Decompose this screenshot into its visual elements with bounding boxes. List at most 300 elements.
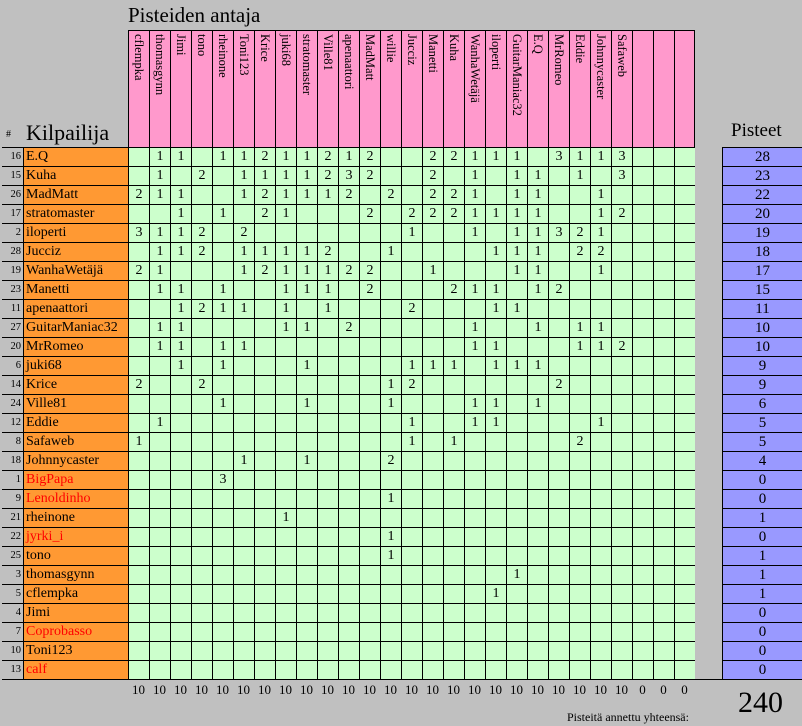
score-cell bbox=[275, 565, 296, 584]
score-cell: 1 bbox=[212, 337, 233, 356]
giver-header bbox=[275, 30, 296, 147]
score-cell bbox=[443, 508, 464, 527]
score-cell: 1 bbox=[590, 204, 611, 223]
giver-header-label: MadMatt bbox=[363, 34, 377, 81]
score-cell bbox=[611, 242, 632, 261]
table-row bbox=[2, 660, 802, 679]
giver-header-label: Kuha bbox=[447, 34, 461, 62]
score-cell bbox=[359, 622, 380, 641]
score-cell: 1 bbox=[149, 147, 170, 166]
score-cell bbox=[338, 470, 359, 489]
score-cell bbox=[401, 641, 422, 660]
score-cell: 1 bbox=[233, 242, 254, 261]
score-cell bbox=[569, 185, 590, 204]
score-cell bbox=[191, 470, 212, 489]
score-cell bbox=[422, 470, 443, 489]
score-cell bbox=[338, 660, 359, 679]
giver-header bbox=[569, 30, 590, 147]
score-cell bbox=[506, 318, 527, 337]
score-cell bbox=[443, 584, 464, 603]
score-cell bbox=[632, 261, 653, 280]
column-total: 10 bbox=[174, 682, 187, 697]
score-cell: 1 bbox=[401, 356, 422, 375]
points-total: 0 bbox=[722, 527, 802, 546]
score-cell bbox=[632, 432, 653, 451]
score-cell bbox=[653, 166, 674, 185]
score-cell: 1 bbox=[233, 185, 254, 204]
score-cell bbox=[401, 242, 422, 261]
score-cell: 3 bbox=[338, 166, 359, 185]
score-cell bbox=[128, 394, 149, 413]
score-cell bbox=[317, 508, 338, 527]
score-cell: 2 bbox=[611, 337, 632, 356]
score-cell: 2 bbox=[569, 432, 590, 451]
score-cell bbox=[254, 318, 275, 337]
score-cell bbox=[422, 375, 443, 394]
score-cell bbox=[317, 546, 338, 565]
score-cell bbox=[254, 470, 275, 489]
score-cell bbox=[527, 660, 548, 679]
score-cell bbox=[149, 394, 170, 413]
column-total: 10 bbox=[573, 682, 586, 697]
score-cell: 1 bbox=[569, 166, 590, 185]
score-cell bbox=[548, 185, 569, 204]
score-cell bbox=[506, 508, 527, 527]
score-cell bbox=[359, 356, 380, 375]
score-cell bbox=[233, 489, 254, 508]
score-cell bbox=[548, 318, 569, 337]
score-cell bbox=[527, 299, 548, 318]
score-cell bbox=[149, 204, 170, 223]
points-total: 10 bbox=[722, 318, 802, 337]
contestant-name: Jucciz bbox=[23, 242, 128, 261]
score-cell: 1 bbox=[590, 185, 611, 204]
contestant-name: iloperti bbox=[23, 223, 128, 242]
score-cell bbox=[254, 660, 275, 679]
row-number: 19 bbox=[2, 261, 23, 280]
grand-total: 240 bbox=[738, 686, 783, 719]
giver-header-label: Ville81 bbox=[321, 34, 335, 71]
score-cell: 1 bbox=[464, 413, 485, 432]
score-cell bbox=[275, 489, 296, 508]
score-cell bbox=[359, 432, 380, 451]
giver-header-label: WanhaWetäjä bbox=[468, 34, 482, 103]
giver-header bbox=[233, 30, 254, 147]
score-cell bbox=[254, 337, 275, 356]
score-cell bbox=[338, 451, 359, 470]
score-cell bbox=[548, 546, 569, 565]
score-cell: 1 bbox=[149, 318, 170, 337]
score-cell bbox=[485, 527, 506, 546]
score-cell bbox=[296, 546, 317, 565]
score-cell: 2 bbox=[422, 166, 443, 185]
table-bottom-border bbox=[2, 679, 802, 680]
giver-header-label: Jimi bbox=[174, 34, 188, 56]
score-cell bbox=[233, 546, 254, 565]
score-cell bbox=[422, 603, 443, 622]
giver-header-label: Krice bbox=[258, 34, 272, 62]
score-cell bbox=[254, 451, 275, 470]
score-cell bbox=[611, 280, 632, 299]
score-cell bbox=[149, 356, 170, 375]
table-row bbox=[2, 546, 802, 565]
giver-header bbox=[338, 30, 359, 147]
score-cell: 2 bbox=[443, 185, 464, 204]
score-cell bbox=[359, 318, 380, 337]
score-cell: 2 bbox=[317, 242, 338, 261]
score-cell bbox=[443, 166, 464, 185]
score-cell bbox=[296, 603, 317, 622]
score-cell: 1 bbox=[275, 280, 296, 299]
score-cell: 1 bbox=[485, 299, 506, 318]
score-cell bbox=[380, 584, 401, 603]
score-cell bbox=[380, 166, 401, 185]
score-cell bbox=[317, 660, 338, 679]
score-cell bbox=[653, 603, 674, 622]
contestant-name: stratomaster bbox=[23, 204, 128, 223]
score-cell bbox=[191, 147, 212, 166]
score-cell: 1 bbox=[317, 185, 338, 204]
score-cell bbox=[296, 413, 317, 432]
score-cell bbox=[443, 318, 464, 337]
score-cell bbox=[548, 508, 569, 527]
score-cell: 1 bbox=[296, 280, 317, 299]
score-cell bbox=[443, 546, 464, 565]
score-cell: 2 bbox=[548, 375, 569, 394]
score-cell bbox=[485, 261, 506, 280]
score-cell: 3 bbox=[611, 166, 632, 185]
score-cell bbox=[548, 603, 569, 622]
score-cell bbox=[401, 147, 422, 166]
score-cell bbox=[380, 299, 401, 318]
score-cell: 2 bbox=[569, 223, 590, 242]
score-cell bbox=[191, 394, 212, 413]
giver-header-label: Manetti bbox=[426, 34, 440, 73]
score-cell bbox=[674, 185, 695, 204]
giver-header-label: Jucciz bbox=[405, 34, 419, 66]
score-cell: 2 bbox=[548, 280, 569, 299]
contestant-header: Kilpailija bbox=[26, 120, 110, 145]
score-cell: 1 bbox=[590, 337, 611, 356]
score-cell bbox=[632, 660, 653, 679]
score-cell bbox=[317, 451, 338, 470]
score-cell: 2 bbox=[191, 299, 212, 318]
points-total: 0 bbox=[722, 660, 802, 679]
score-cell: 1 bbox=[380, 242, 401, 261]
score-cell bbox=[422, 242, 443, 261]
giver-header-label: iloperti bbox=[489, 34, 503, 71]
giver-header-label: juki68 bbox=[279, 34, 293, 66]
score-cell: 1 bbox=[422, 356, 443, 375]
score-cell bbox=[611, 603, 632, 622]
table-row bbox=[2, 432, 802, 451]
giver-header-label: Eddie bbox=[573, 34, 587, 64]
row-number: 2 bbox=[2, 223, 23, 242]
score-cell bbox=[674, 489, 695, 508]
score-cell bbox=[254, 527, 275, 546]
score-cell bbox=[548, 261, 569, 280]
score-cell bbox=[548, 337, 569, 356]
score-cell: 1 bbox=[149, 413, 170, 432]
score-cell bbox=[527, 432, 548, 451]
score-cell: 1 bbox=[128, 432, 149, 451]
score-cell bbox=[254, 584, 275, 603]
score-cell bbox=[464, 546, 485, 565]
score-cell bbox=[527, 375, 548, 394]
score-cell bbox=[275, 584, 296, 603]
score-cell bbox=[149, 622, 170, 641]
score-cell: 2 bbox=[254, 185, 275, 204]
score-cell bbox=[275, 546, 296, 565]
score-cell: 1 bbox=[212, 280, 233, 299]
table-row bbox=[2, 413, 802, 432]
score-cell bbox=[527, 527, 548, 546]
score-cell bbox=[254, 508, 275, 527]
score-cell bbox=[548, 242, 569, 261]
contestant-name: MrRomeo bbox=[23, 337, 128, 356]
score-cell bbox=[317, 470, 338, 489]
giver-header bbox=[548, 30, 569, 147]
score-cell bbox=[401, 508, 422, 527]
score-cell: 1 bbox=[296, 185, 317, 204]
score-cell bbox=[611, 660, 632, 679]
score-cell bbox=[359, 565, 380, 584]
score-cell bbox=[338, 603, 359, 622]
score-cell: 1 bbox=[590, 318, 611, 337]
contestant-name: MadMatt bbox=[23, 185, 128, 204]
column-total: 10 bbox=[153, 682, 166, 697]
score-cell bbox=[632, 527, 653, 546]
score-cell bbox=[653, 337, 674, 356]
score-cell: 1 bbox=[527, 394, 548, 413]
points-total: 11 bbox=[722, 299, 802, 318]
row-number: 1 bbox=[2, 470, 23, 489]
score-cell bbox=[464, 299, 485, 318]
score-cell: 1 bbox=[506, 185, 527, 204]
score-cell: 1 bbox=[464, 280, 485, 299]
score-cell bbox=[191, 546, 212, 565]
score-cell bbox=[674, 375, 695, 394]
column-total: 10 bbox=[258, 682, 271, 697]
score-cell bbox=[611, 565, 632, 584]
score-cell bbox=[443, 622, 464, 641]
contestant-name: WanhaWetäjä bbox=[23, 261, 128, 280]
score-cell bbox=[128, 204, 149, 223]
score-cell bbox=[401, 622, 422, 641]
score-cell bbox=[338, 242, 359, 261]
score-cell bbox=[464, 527, 485, 546]
score-cell bbox=[674, 147, 695, 166]
score-cell bbox=[443, 470, 464, 489]
score-cell bbox=[527, 584, 548, 603]
score-cell bbox=[611, 546, 632, 565]
score-cell bbox=[590, 527, 611, 546]
score-cell bbox=[191, 280, 212, 299]
score-cell bbox=[170, 394, 191, 413]
score-cell: 2 bbox=[359, 261, 380, 280]
row-number: 9 bbox=[2, 489, 23, 508]
column-total: 0 bbox=[639, 682, 646, 697]
score-cell bbox=[611, 622, 632, 641]
score-cell bbox=[128, 603, 149, 622]
score-cell bbox=[275, 223, 296, 242]
score-cell bbox=[527, 603, 548, 622]
score-cell: 2 bbox=[422, 204, 443, 223]
score-cell bbox=[380, 261, 401, 280]
column-total: 10 bbox=[447, 682, 460, 697]
score-cell bbox=[653, 356, 674, 375]
score-cell: 1 bbox=[527, 261, 548, 280]
score-cell bbox=[317, 413, 338, 432]
giver-header bbox=[527, 30, 548, 147]
score-cell bbox=[464, 660, 485, 679]
row-number: 5 bbox=[2, 584, 23, 603]
score-cell bbox=[401, 318, 422, 337]
score-cell bbox=[191, 413, 212, 432]
score-cell bbox=[422, 489, 443, 508]
score-cell bbox=[233, 527, 254, 546]
score-cell bbox=[338, 337, 359, 356]
score-cell: 1 bbox=[527, 280, 548, 299]
score-cell: 1 bbox=[296, 318, 317, 337]
score-cell bbox=[590, 508, 611, 527]
score-cell: 3 bbox=[548, 223, 569, 242]
score-cell: 1 bbox=[170, 147, 191, 166]
score-cell bbox=[590, 641, 611, 660]
score-cell bbox=[506, 584, 527, 603]
table-row bbox=[2, 337, 802, 356]
points-total: 5 bbox=[722, 432, 802, 451]
score-cell bbox=[527, 489, 548, 508]
score-cell: 1 bbox=[170, 280, 191, 299]
score-cell: 1 bbox=[317, 299, 338, 318]
score-cell bbox=[401, 394, 422, 413]
score-cell bbox=[233, 280, 254, 299]
score-cell bbox=[674, 546, 695, 565]
score-cell: 1 bbox=[527, 223, 548, 242]
score-cell bbox=[632, 185, 653, 204]
score-cell bbox=[506, 375, 527, 394]
score-cell bbox=[653, 261, 674, 280]
score-cell bbox=[317, 584, 338, 603]
score-cell bbox=[548, 204, 569, 223]
score-cell bbox=[317, 337, 338, 356]
score-cell: 1 bbox=[527, 318, 548, 337]
giver-header-label: rheinone bbox=[216, 34, 230, 78]
score-cell bbox=[212, 261, 233, 280]
score-cell bbox=[590, 584, 611, 603]
score-cell bbox=[401, 337, 422, 356]
score-cell bbox=[443, 489, 464, 508]
score-cell bbox=[128, 413, 149, 432]
score-cell: 1 bbox=[275, 508, 296, 527]
score-cell bbox=[191, 432, 212, 451]
score-cell: 1 bbox=[380, 489, 401, 508]
score-cell bbox=[191, 660, 212, 679]
score-cell: 2 bbox=[128, 185, 149, 204]
score-cell: 1 bbox=[380, 375, 401, 394]
score-cell bbox=[170, 565, 191, 584]
contestant-name: Toni123 bbox=[23, 641, 128, 660]
score-cell bbox=[653, 527, 674, 546]
score-cell bbox=[611, 375, 632, 394]
score-cell bbox=[149, 584, 170, 603]
score-cell bbox=[296, 337, 317, 356]
score-cell bbox=[632, 603, 653, 622]
column-total: 10 bbox=[132, 682, 145, 697]
score-cell bbox=[464, 622, 485, 641]
score-cell bbox=[191, 489, 212, 508]
contestant-name: Ville81 bbox=[23, 394, 128, 413]
score-cell bbox=[611, 451, 632, 470]
score-cell: 2 bbox=[380, 185, 401, 204]
score-cell bbox=[317, 318, 338, 337]
score-cell bbox=[275, 375, 296, 394]
score-cell: 1 bbox=[149, 242, 170, 261]
score-cell bbox=[590, 432, 611, 451]
score-cell bbox=[401, 489, 422, 508]
score-cell bbox=[485, 451, 506, 470]
score-cell bbox=[422, 318, 443, 337]
score-cell bbox=[506, 337, 527, 356]
score-cell bbox=[506, 432, 527, 451]
contestant-name: thomasgynn bbox=[23, 565, 128, 584]
score-cell bbox=[170, 660, 191, 679]
score-cell bbox=[674, 356, 695, 375]
row-number: 17 bbox=[2, 204, 23, 223]
points-total: 18 bbox=[722, 242, 802, 261]
row-number: 20 bbox=[2, 337, 23, 356]
score-cell bbox=[569, 603, 590, 622]
score-cell: 1 bbox=[170, 185, 191, 204]
score-cell bbox=[149, 470, 170, 489]
score-cell bbox=[401, 166, 422, 185]
row-number: 13 bbox=[2, 660, 23, 679]
score-cell bbox=[422, 337, 443, 356]
score-cell bbox=[128, 166, 149, 185]
column-total: 10 bbox=[489, 682, 502, 697]
row-number: 15 bbox=[2, 166, 23, 185]
score-cell bbox=[254, 432, 275, 451]
score-cell bbox=[359, 660, 380, 679]
score-cell bbox=[653, 641, 674, 660]
score-cell bbox=[233, 565, 254, 584]
score-cell bbox=[212, 603, 233, 622]
column-total: 10 bbox=[300, 682, 313, 697]
score-cell bbox=[338, 527, 359, 546]
score-cell bbox=[359, 508, 380, 527]
table-row bbox=[2, 527, 802, 546]
score-cell: 1 bbox=[569, 147, 590, 166]
score-cell bbox=[506, 603, 527, 622]
score-cell bbox=[674, 261, 695, 280]
score-cell bbox=[590, 622, 611, 641]
score-cell bbox=[674, 565, 695, 584]
row-number: 7 bbox=[2, 622, 23, 641]
score-cell bbox=[611, 413, 632, 432]
score-cell bbox=[674, 527, 695, 546]
score-cell bbox=[569, 375, 590, 394]
row-number: 8 bbox=[2, 432, 23, 451]
points-total: 9 bbox=[722, 375, 802, 394]
score-cell bbox=[317, 356, 338, 375]
score-cell bbox=[128, 451, 149, 470]
score-cell: 2 bbox=[590, 242, 611, 261]
score-cell bbox=[128, 508, 149, 527]
score-cell bbox=[422, 413, 443, 432]
row-number: 4 bbox=[2, 603, 23, 622]
score-cell bbox=[233, 204, 254, 223]
